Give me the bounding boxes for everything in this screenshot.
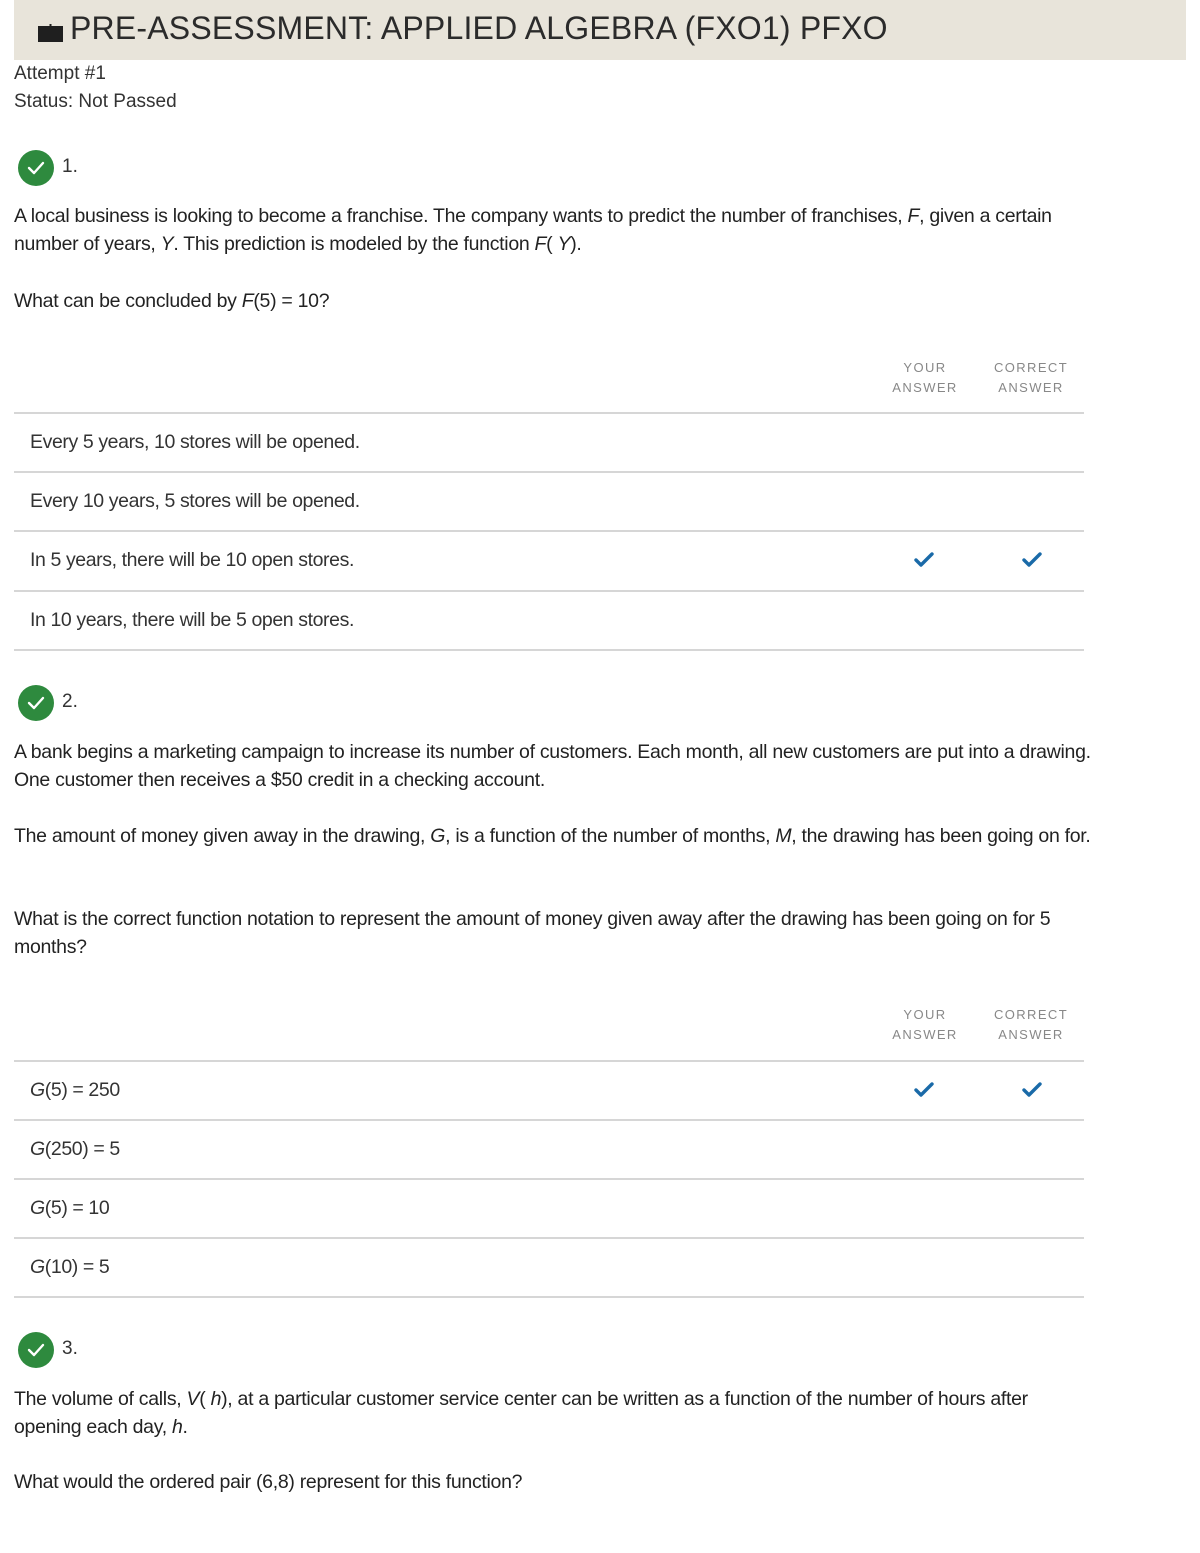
correct-answer-check-icon <box>1022 1082 1042 1098</box>
text-segment: What is the correct function notation to represent the amount of money given away after the drawing has been going on for 5 months? <box>14 908 1051 958</box>
text-segment: ). <box>570 233 582 255</box>
math-variable: h <box>210 1388 222 1410</box>
question-3-correct-icon <box>18 1332 54 1368</box>
text-segment: What can be concluded by <box>14 290 242 312</box>
text-segment: ( <box>199 1388 211 1410</box>
answer-option <box>30 1076 120 1104</box>
math-variable: G <box>30 1256 45 1278</box>
answer-row <box>14 590 1084 651</box>
text-segment: (250) = 5 <box>44 1138 120 1160</box>
math-variable: G <box>30 1197 45 1219</box>
answer-option <box>30 1253 109 1281</box>
text-segment: A bank begins a marketing campaign to increase its number of customers. Each month, all new customers are put into a drawing. One customer then receives a $50 credit in a checking account. <box>14 741 1091 791</box>
answer-row <box>14 1119 1084 1178</box>
your-answer-header <box>880 1005 970 1045</box>
answer-option <box>30 606 354 634</box>
correct-answer-header-line1: CORRECT <box>993 360 1069 375</box>
answer-row <box>14 1060 1084 1119</box>
page-title: PRE-ASSESSMENT: APPLIED ALGEBRA (FXO1) PFXO <box>70 10 888 46</box>
your-answer-header-line2: ANSWER <box>892 380 958 395</box>
correct-answer-check-icon <box>1022 552 1042 568</box>
text-segment: (5) = 250 <box>44 1079 120 1101</box>
math-variable: F <box>907 205 920 227</box>
text-segment: The amount of money given away in the drawing, <box>14 825 431 847</box>
question-2-correct-icon <box>18 685 54 721</box>
text-segment: ( <box>546 233 558 255</box>
math-variable: h <box>171 1416 183 1438</box>
math-variable: G <box>30 1079 45 1101</box>
question-3-number: 3. <box>62 1338 78 1359</box>
your-answer-header-line2: ANSWER <box>892 1027 958 1042</box>
text-segment: (5) = 10 <box>44 1197 110 1219</box>
text-segment: In 5 years, there will be 10 open stores. <box>30 549 354 571</box>
answer-row <box>14 1237 1084 1298</box>
question-2-context <box>14 822 1094 850</box>
question-2-text <box>14 905 1094 961</box>
question-3-prompt <box>14 1385 1094 1441</box>
math-variable: F <box>241 290 254 312</box>
page-header <box>14 0 1186 60</box>
text-segment: , given a certain number of years, <box>14 205 1052 255</box>
question-2-prompt <box>14 738 1094 794</box>
book-icon <box>38 24 66 42</box>
question-1-text <box>14 287 1094 315</box>
question-1-number: 1. <box>62 156 78 177</box>
text-segment: In 10 years, there will be 5 open stores. <box>30 609 354 631</box>
math-variable: F <box>534 233 547 255</box>
question-3-text <box>14 1468 1094 1496</box>
text-segment: . This prediction is modeled by the function <box>173 233 535 255</box>
question-1-prompt <box>14 202 1094 258</box>
answer-row <box>14 412 1084 471</box>
text-segment: A local business is looking to become a franchise. The company wants to predict the number of franchises, <box>14 205 908 227</box>
correct-answer-header <box>986 358 1076 398</box>
question-1-correct-icon <box>18 150 54 186</box>
text-segment: The volume of calls, <box>14 1388 187 1410</box>
math-variable: V <box>186 1388 200 1410</box>
question-2-number: 2. <box>62 691 78 712</box>
text-segment: (5) = 10? <box>253 290 330 312</box>
your-answer-check-icon <box>914 552 934 568</box>
math-variable: Y <box>557 233 571 255</box>
your-answer-header-line1: YOUR <box>903 1007 947 1022</box>
text-segment: Every 10 years, 5 stores will be opened. <box>30 490 360 512</box>
text-segment: . <box>182 1416 188 1438</box>
correct-answer-header-line2: ANSWER <box>998 1027 1064 1042</box>
answer-option <box>30 546 354 574</box>
answer-row <box>14 471 1084 530</box>
text-segment: , is a function of the number of months, <box>445 825 776 847</box>
correct-answer-header-line2: ANSWER <box>998 380 1064 395</box>
answer-option <box>30 487 360 515</box>
math-variable: G <box>30 1138 45 1160</box>
math-variable: Y <box>160 233 174 255</box>
your-answer-header-line1: YOUR <box>903 360 947 375</box>
answer-row <box>14 530 1084 589</box>
math-variable: M <box>775 825 792 847</box>
attempt-status: Status: Not Passed <box>14 91 177 112</box>
answer-option <box>30 1135 120 1163</box>
your-answer-header <box>880 358 970 398</box>
answer-option <box>30 1194 109 1222</box>
math-variable: G <box>430 825 446 847</box>
answer-row <box>14 1178 1084 1237</box>
text-segment: (10) = 5 <box>44 1256 110 1278</box>
correct-answer-header <box>986 1005 1076 1045</box>
answer-option <box>30 428 360 456</box>
text-segment: , the drawing has been going on for. <box>791 825 1091 847</box>
text-segment: What would the ordered pair (6,8) represent for this function? <box>14 1471 523 1493</box>
correct-answer-header-line1: CORRECT <box>993 1007 1069 1022</box>
text-segment: ), at a particular customer service center can be written as a function of the number of hours after opening each day, <box>14 1388 1028 1438</box>
your-answer-check-icon <box>914 1082 934 1098</box>
text-segment: Every 5 years, 10 stores will be opened. <box>30 431 360 453</box>
attempt-label: Attempt #1 <box>14 63 106 84</box>
